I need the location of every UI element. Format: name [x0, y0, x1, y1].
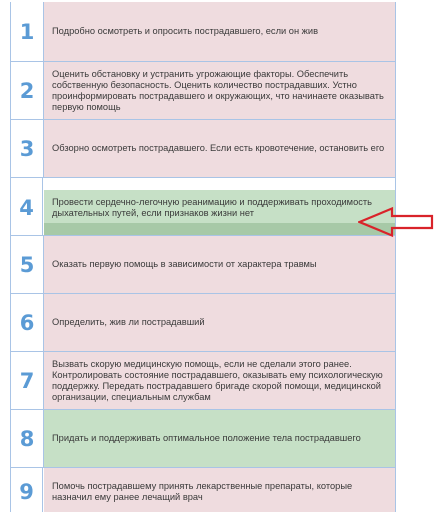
step-text: Определить, жив ли пострадавший [52, 317, 205, 327]
step-cell [44, 2, 395, 61]
step-number: 9 [11, 468, 43, 512]
step-text: Оценить обстановку и устранить угрожающие факторы. Обеспечить собственную безопасность. Оценить количество пострадавших. Устно проинформировать пострадавшего и окружающих, что начинаете оказывать первую помощь [52, 68, 384, 112]
step-cell [44, 294, 395, 351]
step-text: Придать и поддерживать оптимальное положение тела пострадавшего [52, 433, 361, 443]
step-text: Обзорно осмотреть пострадавшего. Если есть кровотечение, остановить его [52, 143, 385, 153]
step-number: 3 [11, 120, 44, 177]
step-number: 4 [11, 178, 43, 235]
step-cell [44, 468, 395, 512]
step-row-1 [11, 2, 395, 62]
step-number: 7 [11, 352, 44, 409]
step-row-6 [11, 294, 395, 352]
step-cell [44, 62, 395, 119]
step-cell [44, 352, 395, 409]
step-number: 5 [11, 236, 44, 293]
step-number: 8 [11, 410, 44, 467]
step-text: Вызвать скорую медицинскую помощь, если не сделали этого ранее. Контролировать состояние пострадавшего, оказывать ему психологическую поддержку. Передать пострадавшего бригаде скорой помощи, медицинской организации, специальным службам [52, 358, 383, 402]
step-cell [44, 120, 395, 177]
step-number: 1 [11, 2, 44, 61]
step-text: Подробно осмотреть и опросить пострадавшего, если он жив [52, 26, 319, 36]
step-text: Провести сердечно-легочную реанимацию и поддерживать проходимость дыхательных путей, если признаков жизни нет [52, 196, 372, 218]
step-cell [44, 410, 395, 467]
step-text: Помочь пострадавшему принять лекарственные препараты, которые назначил ему ранее лечащий врач [52, 481, 353, 502]
first-aid-steps-table [10, 2, 396, 512]
step-row-8 [11, 410, 395, 468]
pointer-arrow-icon [358, 206, 434, 238]
step-row-3 [11, 120, 395, 178]
step-row-9 [11, 468, 395, 512]
step-cell [44, 236, 395, 293]
step-row-4 [11, 178, 395, 236]
step-row-5 [11, 236, 395, 294]
step-number: 6 [11, 294, 44, 351]
step-text: Оказать первую помощь в зависимости от характера травмы [52, 259, 317, 269]
step-row-7 [11, 352, 395, 410]
step-number: 2 [11, 62, 44, 119]
highlight-band [44, 223, 395, 235]
step-row-2 [11, 62, 395, 120]
